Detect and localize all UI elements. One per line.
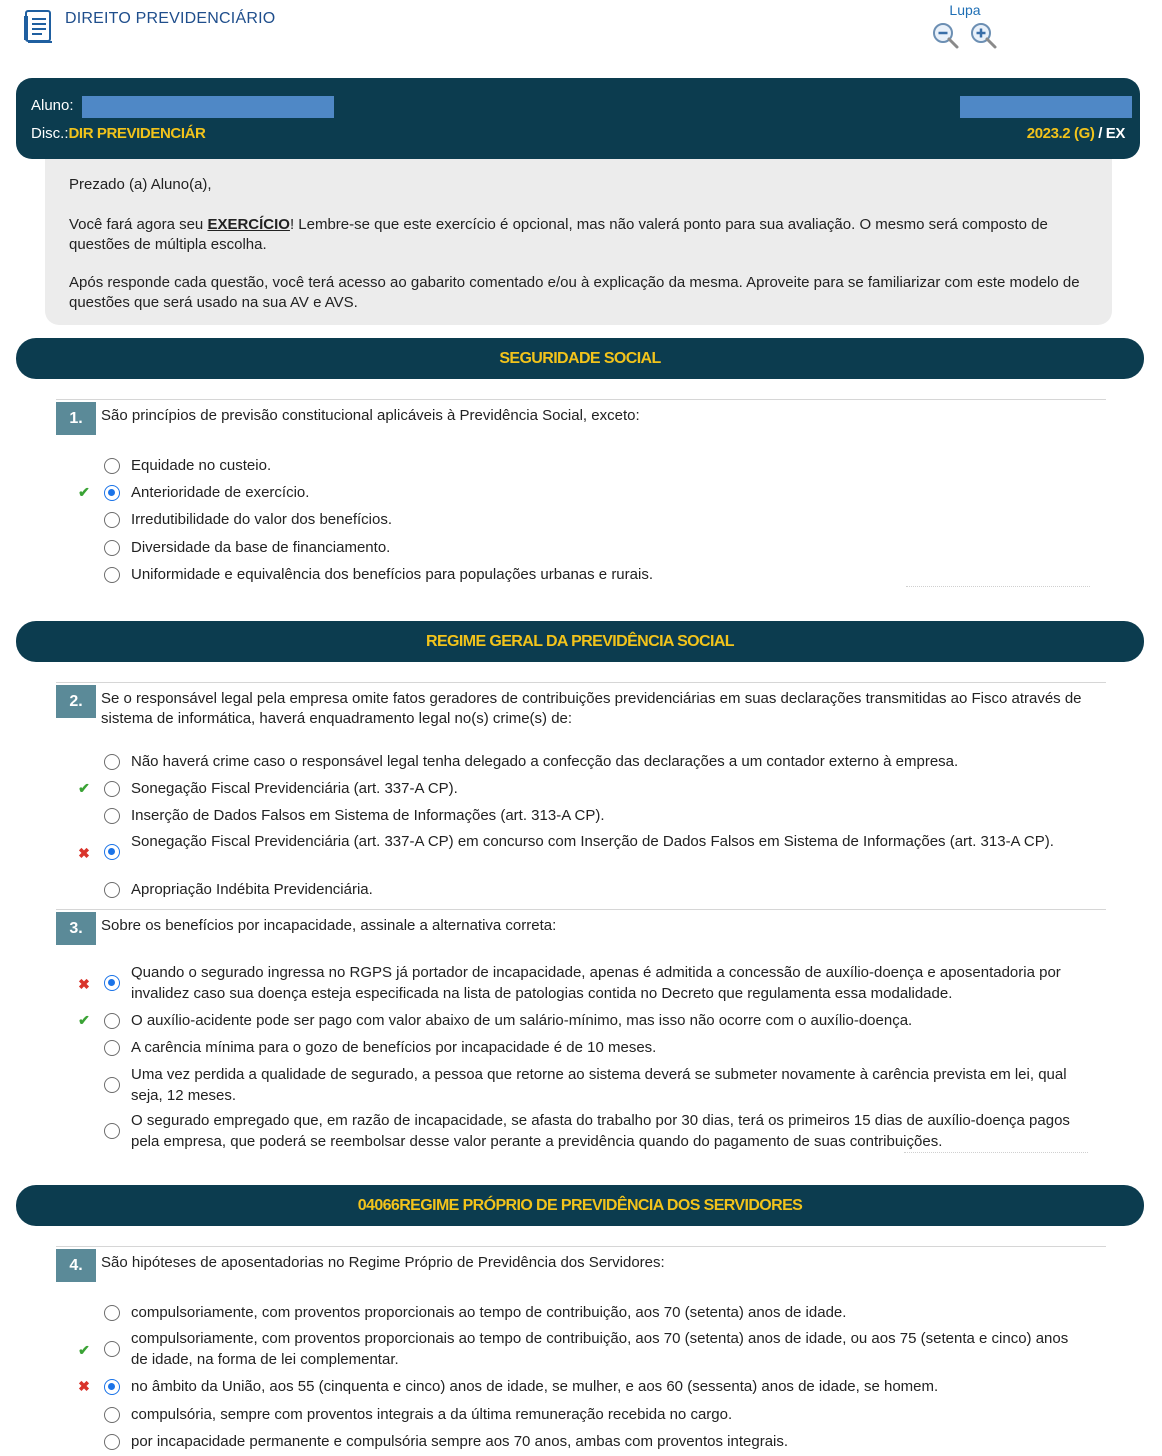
period-info	[1027, 125, 1125, 142]
section-header-regime-geral	[16, 621, 1144, 662]
period-type: EX	[1105, 125, 1125, 142]
aluno-label: Aluno:	[31, 97, 74, 114]
correct-check-icon: ✔	[78, 780, 90, 796]
question-number: 1.	[56, 402, 96, 435]
radio-button[interactable]	[104, 458, 120, 474]
option-text: O segurado empregado que, em razão de incapacidade, se afasta do trabalho por 30 dias, terá os primeiros 15 dias de auxílio-doença pagos pela empresa, que poderá se reembolsar desse valor perante a previdência quando do pagamento de suas contribuições.	[131, 1112, 1070, 1150]
discipline-row	[31, 125, 205, 142]
radio-button[interactable]	[104, 1040, 120, 1056]
question-4-header	[56, 1246, 1106, 1274]
zoom-in-icon[interactable]	[970, 22, 998, 50]
intro-greeting: Prezado (a) Aluno(a),	[69, 176, 212, 193]
radio-button-selected[interactable]	[104, 975, 120, 991]
option-text: Equidade no custeio.	[131, 457, 272, 474]
section-title: SEGURIDADE SOCIAL	[499, 349, 661, 367]
faint-timestamp	[904, 1152, 1088, 1157]
period-separator: /	[1094, 125, 1106, 142]
radio-button-selected[interactable]	[104, 844, 120, 860]
discipline-value: DIR PREVIDENCIÁR	[68, 125, 206, 142]
radio-button-selected[interactable]	[104, 1379, 120, 1395]
intro-paragraph-feedback: Após responde cada questão, você terá acesso ao gabarito comentado e/ou à explicação da mesma. Aproveite para se familiarizar com este modelo de questões que será usado na sua AV e AVS.	[69, 274, 1080, 311]
redacted-student-name	[82, 96, 334, 118]
lupa-label: Lupa	[949, 2, 981, 18]
option-text: Anterioridade de exercício.	[131, 484, 310, 501]
radio-button[interactable]	[104, 567, 120, 583]
question-text: Sobre os benefícios por incapacidade, assinale a alternativa correta:	[101, 917, 557, 934]
option-text: Uma vez perdida a qualidade de segurado, a pessoa que retorne ao sistema deverá se submeter novamente à carência prevista em lei, qual seja, 12 meses.	[131, 1066, 1067, 1104]
period-value: 2023.2 (G)	[1026, 125, 1095, 142]
option-text: compulsoriamente, com proventos proporcionais ao tempo de contribuição, aos 70 (setenta) anos de idade, ou aos 75 (setenta e cinco) anos de idade, na forma de lei complementar.	[131, 1330, 1069, 1368]
document-icon	[24, 10, 54, 44]
top-bar	[0, 0, 1162, 70]
option-text: Apropriação Indébita Previdenciária.	[131, 881, 373, 898]
option-text: Inserção de Dados Falsos em Sistema de Informações (art. 313-A CP).	[131, 807, 605, 824]
option-text: A carência mínima para o gozo de benefícios por incapacidade é de 10 meses.	[131, 1039, 657, 1056]
faint-timestamp	[906, 586, 1090, 591]
option-text: compulsória, sempre com proventos integrais a da última remuneração recebida no cargo.	[131, 1406, 733, 1423]
option-text: Quando o segurado ingressa no RGPS já portador de incapacidade, apenas é admitida a concessão de auxílio-doença e aposentadoria por invalidez caso sua doença esteja especificada na lista de patologias contida no Decreto que regulamenta essa modalidade.	[131, 964, 1061, 1002]
option-text: Irredutibilidade do valor dos benefícios.	[131, 511, 392, 528]
radio-button[interactable]	[104, 754, 120, 770]
option-text: Sonegação Fiscal Previdenciária (art. 337-A CP).	[131, 780, 458, 797]
redacted-student-id	[960, 96, 1132, 118]
radio-button[interactable]	[104, 512, 120, 528]
disc-label: Disc.:	[31, 125, 69, 142]
wrong-x-icon: ✖	[78, 1378, 90, 1394]
question-number: 4.	[56, 1249, 96, 1282]
exercise-word: EXERCÍCIO	[207, 216, 290, 233]
question-text: São princípios de previsão constitucional aplicáveis à Previdência Social, exceto:	[101, 407, 640, 424]
question-3-header	[56, 909, 1106, 937]
radio-button[interactable]	[104, 1305, 120, 1321]
radio-button-selected[interactable]	[104, 485, 120, 501]
radio-button[interactable]	[104, 781, 120, 797]
option-text: compulsoriamente, com proventos proporcionais ao tempo de contribuição, aos 70 (setenta) anos de idade.	[131, 1304, 847, 1321]
radio-button[interactable]	[104, 1434, 120, 1450]
question-text: Se o responsável legal pela empresa omite fatos geradores de contribuições previdenciárias em suas declarações transmitidas ao Fisco através de sistema de informática, haverá enquadramento legal no(s) crime(s) de:	[101, 690, 1082, 727]
radio-button[interactable]	[104, 1407, 120, 1423]
question-number: 2.	[56, 685, 96, 718]
zoom-out-icon[interactable]	[932, 22, 960, 50]
option-text: no âmbito da União, aos 55 (cinquenta e cinco) anos de idade, se mulher, e aos 60 (sessenta) anos de idade, se homem.	[131, 1378, 939, 1395]
question-number: 3.	[56, 912, 96, 945]
student-info-panel	[16, 78, 1140, 159]
wrong-x-icon: ✖	[78, 976, 90, 992]
radio-button[interactable]	[104, 1077, 120, 1093]
radio-button[interactable]	[104, 1341, 120, 1357]
zoom-controls	[930, 2, 1000, 50]
section-title: 04066REGIME PRÓPRIO DE PREVIDÊNCIA DOS SERVIDORES	[357, 1196, 803, 1214]
option-text: Sonegação Fiscal Previdenciária (art. 337-A CP) em concurso com Inserção de Dados Falsos em Sistema de Informações (art. 313-A CP).	[131, 833, 1054, 850]
option-text: Não haverá crime caso o responsável legal tenha delegado a confecção das declarações a um contador externo à empresa.	[131, 753, 959, 770]
radio-button[interactable]	[104, 808, 120, 824]
radio-button[interactable]	[104, 1013, 120, 1029]
page-title: DIREITO PREVIDENCIÁRIO	[65, 10, 276, 27]
radio-button[interactable]	[104, 882, 120, 898]
correct-check-icon: ✔	[78, 1342, 90, 1358]
option-text: Diversidade da base de financiamento.	[131, 539, 391, 556]
section-header-seguridade	[16, 338, 1144, 379]
section-title: REGIME GERAL DA PREVIDÊNCIA SOCIAL	[426, 632, 734, 650]
section-header-regime-proprio	[16, 1185, 1144, 1226]
correct-check-icon: ✔	[78, 484, 90, 500]
option-text: por incapacidade permanente e compulsória sempre aos 70 anos, ambas com proventos integrais.	[131, 1433, 789, 1450]
radio-button[interactable]	[104, 540, 120, 556]
intro-paragraph-exercise: Você fará agora seu EXERCÍCIO! Lembre-se que este exercício é opcional, mas não valerá ponto para sua avaliação. O mesmo será composto de questões de múltipla escolha.	[69, 216, 1048, 253]
option-text: Uniformidade e equivalência dos benefícios para populações urbanas e rurais.	[131, 566, 653, 583]
option-text: O auxílio-acidente pode ser pago com valor abaixo de um salário-mínimo, mas isso não ocorre com o auxílio-doença.	[131, 1012, 913, 1029]
question-text: São hipóteses de aposentadorias no Regime Próprio de Previdência dos Servidores:	[101, 1254, 665, 1271]
radio-button[interactable]	[104, 1123, 120, 1139]
correct-check-icon: ✔	[78, 1012, 90, 1028]
wrong-x-icon: ✖	[78, 845, 90, 861]
question-2-header	[56, 682, 1106, 727]
intro-message	[45, 159, 1112, 325]
question-1-header	[56, 399, 1106, 427]
